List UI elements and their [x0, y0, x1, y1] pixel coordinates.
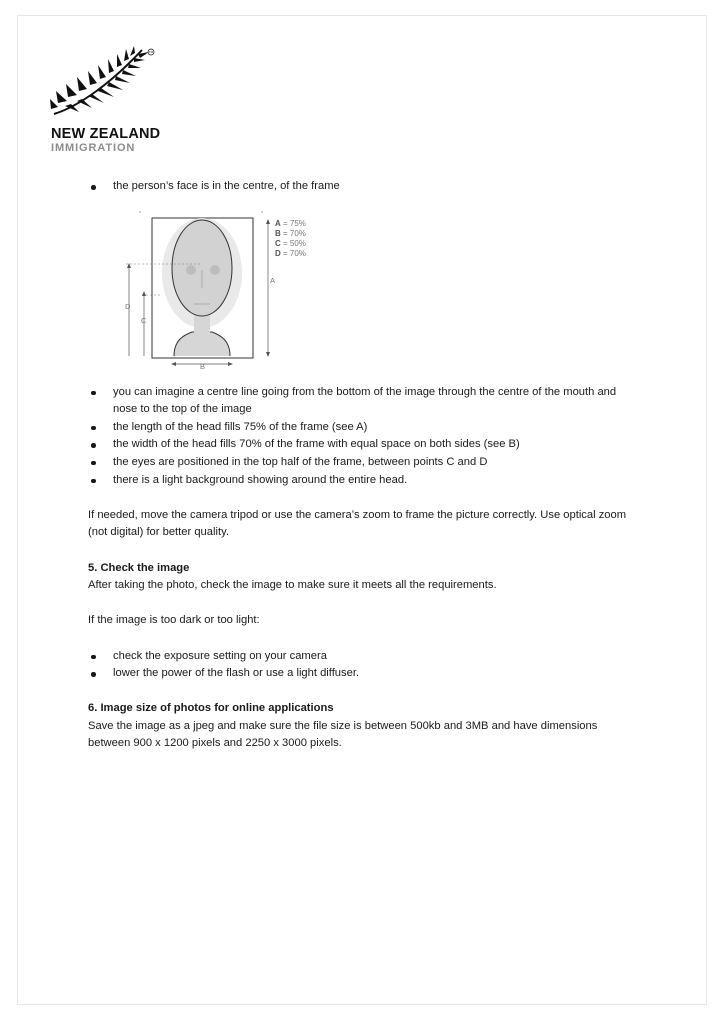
dimension-label-d: D: [125, 301, 131, 311]
section-text-image-size: Save the image as a jpeg and make sure the file size is between 500kb and 3MB and have dimensions between 900 x 1200 pixels and 2250 x 3000 pixels.: [88, 719, 598, 750]
head-outline: [172, 220, 232, 316]
legend-item: C = 50%: [275, 238, 306, 248]
svg-text:TM: TM: [148, 50, 154, 55]
logo-immigration-text: IMMIGRATION: [51, 142, 136, 154]
dimension-label-b: B: [200, 361, 206, 371]
bullet-list-top: [88, 178, 640, 196]
photo-framing-diagram: [122, 208, 352, 370]
list-item: the eyes are positioned in the top half of the frame, between points C and D: [88, 454, 640, 472]
list-item: check the exposure setting on your camera: [88, 648, 640, 666]
list-item: the width of the head fills 70% of the frame with equal space on both sides (see B): [88, 436, 640, 454]
zoom-paragraph: If needed, move the camera tripod or use the camera’s zoom to frame the picture correctly. Use optical zoom (not digital) for better quality.: [88, 508, 627, 539]
diagram-legend: [275, 219, 306, 259]
list-item: the length of the head fills 75% of the frame (see A): [88, 419, 640, 437]
dimension-label-a: A: [270, 275, 276, 285]
nz-immigration-logo: [50, 46, 160, 156]
section-text-check-image: After taking the photo, check the image to make sure it meets all the requirements.: [88, 579, 497, 592]
list-item: you can imagine a centre line going from the bottom of the image through the centre of the mouth and nose to the top of the image: [88, 384, 640, 419]
logo-new-zealand-text: NEW ZEALAND: [51, 126, 161, 142]
list-item: the person’s face is in the centre, of the frame: [88, 178, 640, 196]
legend-item: B = 70%: [275, 228, 306, 238]
document-content: [88, 178, 640, 753]
bullet-list-framing: [88, 384, 640, 490]
section-heading-image-size: 6. Image size of photos for online applications: [88, 702, 334, 715]
legend-item: D = 70%: [275, 248, 306, 258]
silver-fern-icon: [50, 46, 160, 126]
dimension-label-c: C: [141, 315, 147, 325]
exposure-question: If the image is too dark or too light:: [88, 614, 260, 627]
head-framing-illustration: [122, 208, 352, 370]
list-item: lower the power of the flash or use a light diffuser.: [88, 665, 640, 683]
legend-item: A = 75%: [275, 218, 306, 228]
bullet-list-exposure: [88, 648, 640, 683]
section-heading-check-image: 5. Check the image: [88, 561, 190, 574]
list-item: there is a light background showing around the entire head.: [88, 472, 640, 490]
